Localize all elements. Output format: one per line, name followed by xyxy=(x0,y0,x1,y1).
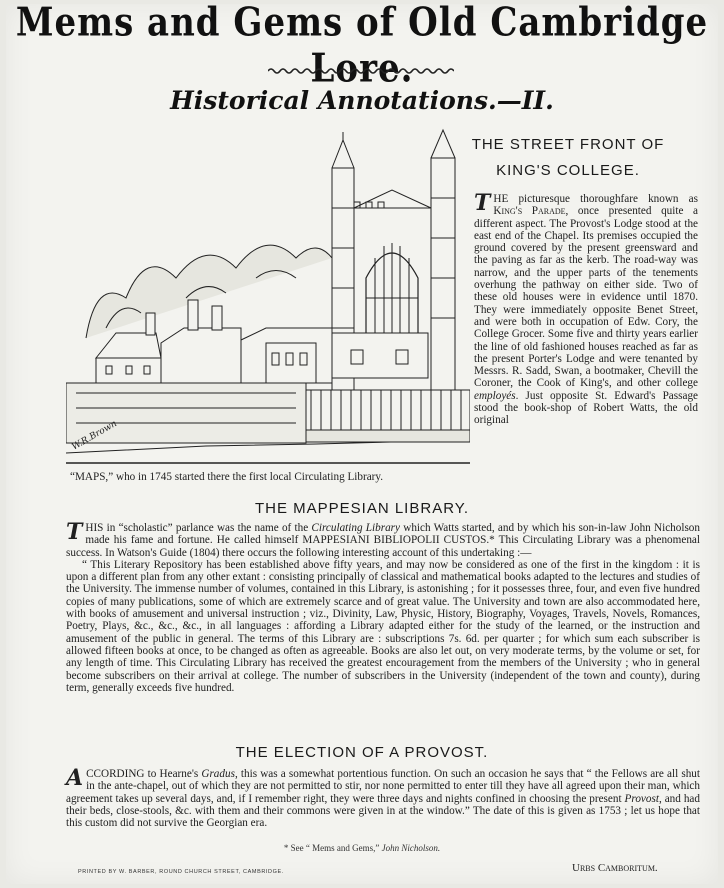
library-section-text: THIS in “scholastic” parlance was the name of the Circulating Library which Watts started, and by which his son-in-law John Nicholson made his fame and fortune. He called himself MAPPESIANI BIBLIOPOLII CUSTOS.* This Circulating Library was a phenomenal success. In Watson's Guide (1804) there occurs the following interesting account of this undertaking :— “ This Literary Repository has been established above fifty years, and may now be considered as one of the first in the kingdom : it is upon a different plan from any other extant : consisting principally of classical and mathematical books adapted to the lectures and studies of the University. The immense number of volumes, contained in this Library, is astonishing ; for it possesses three, four, and even five hundred copies of many publications, some of which are extremely scarce and of great value. The University and town are also accommodated here, with books of amusement and universal instruction ; viz., Divinity, Law, Physic, History, Biography, Voyages, Travels, Novels, Romances, Poetry, Plays, &c., &c., &c., in all languages : affording a Library adapted either for the study of the learned, or the instruction and amusement of the public in general. The terms of this Library are : subscriptions 7s. 6d. per quarter ; for which sum each subscriber is allowed fifteen books at once, to be changed as often as agreeable. Books are also let out, on very moderate terms, by the volume or set, for any length of time. This Circulating Library has received the greatest encouragement from the members of the University ; who in general become subscribers on their arrival at college. The number of subscribers in the University (independent of the town and county), during term, generally exceeds five hundred. xyxy=(66,519,700,694)
printer-imprint: PRINTED BY W. BARBER, ROUND CHURCH STREET, CAMBRIDGE. xyxy=(78,869,284,875)
kings-section-title-line1: THE STREET FRONT OF xyxy=(471,136,665,153)
decorative-squiggle xyxy=(268,66,454,76)
library-section-title: THE MAPPESIAN LIBRARY. xyxy=(254,500,469,517)
dropcap: T xyxy=(66,519,83,545)
dropcap: A xyxy=(66,765,84,791)
signature: Urbs Camboritum. xyxy=(572,862,658,874)
watson-guide-quote: “ This Literary Repository has been established above fifty years, and may now be considered as one of the first in the kingdom : it is upon a different plan from any other extant : consisting principally of classical and mathematical books adapted to the lectures and studies of the University. The immense number of volumes, contained in this Library, is astonishing ; for it possesses three, four, and even five hundred copies of many publications, some of which are extremely scarce and of great value. The University and town are also accommodated here, with books of amusement and universal instruction ; viz., Divinity, Law, Physic, History, Biography, Voyages, Travels, Novels, Romances, Poetry, Plays, &c., &c., &c., in all languages : affording a Library adapted either for the study of the learned, or the instruction and amusement of the public in general. The terms of this Library are : subscriptions 7s. 6d. per quarter ; for which sum each subscriber is allowed fifteen books at once, to be changed as often as agreeable. Books are also let out, on very moderate terms, by the volume or set, for any length of time. This Circulating Library has received the greatest encouragement from the members of the University ; who in general become subscribers on their arrival at college. The number of subscribers in the University (independent of the town and county), during term, generally exceeds five hundred. xyxy=(66,558,700,694)
kings-caption: “MAPS,” who in 1745 started there the first local Circulating Library. xyxy=(70,471,384,483)
artist-signature: W.R.Brown xyxy=(70,418,119,453)
kings-college-illustration xyxy=(66,128,470,468)
kings-section-title-line2: KING'S COLLEGE. xyxy=(496,162,640,179)
subtitle: Historical Annotations.—II. xyxy=(170,86,554,115)
kings-section-text: THE picturesque thoroughfare known as King's Parade, once presented quite a different aspect. The Provost's Lodge stood at the east end of the Chapel. Its premises occupied the ground covered by the present greensward and the paving as far as the kerb. The road-way was narrow, and the upper parts of the tenements overhung the pathway on either side. Two of these old houses were in evidence until 1870. They were immediately opposite Benet Street, and were both in occupation of Edw. Cory, the College Grocer. Some five and thirty years earlier the line of old fashioned houses reached as far as the present Porter's Lodge and were tenanted by Messrs. R. Sadd, Swan, a bootmaker, Chevill the Coroner, the Cook of King's, and other college employés. Just opposite St. Edward's Passage stood the book-shop of Robert Watts, the old original xyxy=(474,190,698,427)
provost-section-title: THE ELECTION OF A PROVOST. xyxy=(235,744,489,761)
masthead-title: Mems and Gems of Old Cambridge Lore. xyxy=(15,0,709,92)
provost-section-text: ACCORDING to Hearne's Gradus, this was a somewhat portentious function. On such an occasion he says that “ the Fellows are all shut in the ante-chapel, out of which they are not permitted to stir, nor none permitted to enter till they have all agreed upon their man, which agreement takes up several days, and, if I remember right, they were three days and nights confined in choosing the present Provost, and had their beds, close-stools, &c. with them and their commons were given in at the window.” The date of this is given as 1753 ; let us hope that this custom did not survive the Georgian era. xyxy=(66,765,701,830)
dropcap: T xyxy=(474,190,491,216)
footnote: * See “ Mems and Gems,” John Nicholson. xyxy=(283,843,441,853)
